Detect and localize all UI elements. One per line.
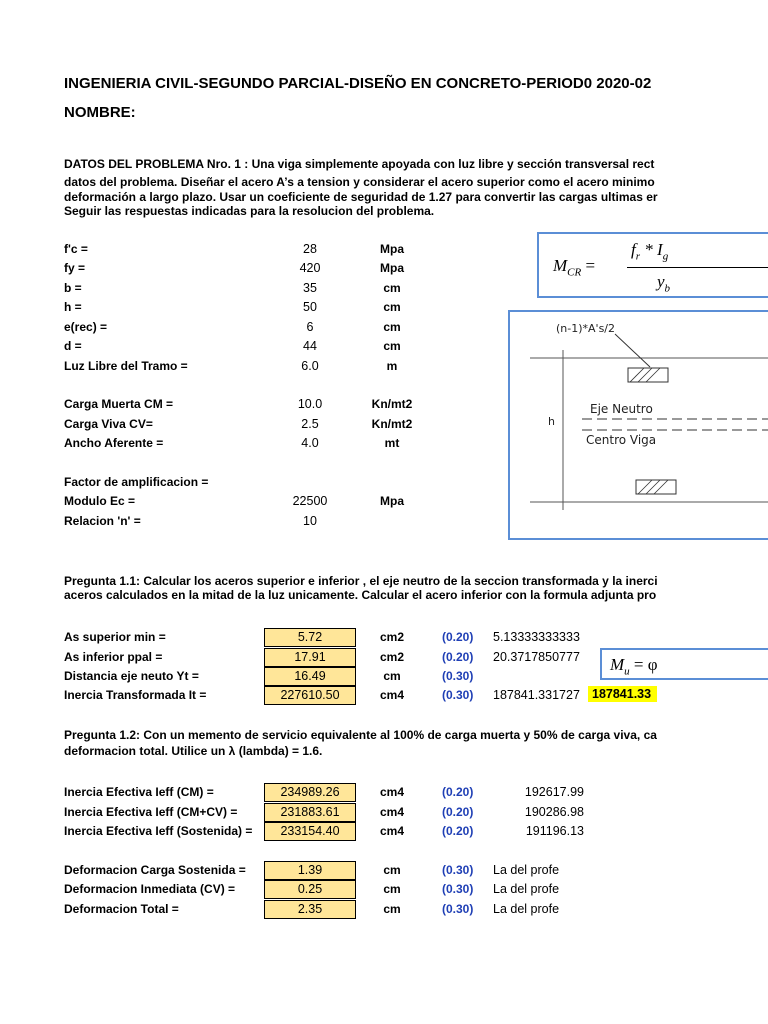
formula2-lhs-sub: u <box>624 665 630 678</box>
answer-box[interactable]: 227610.50 <box>264 686 356 705</box>
answer-unit: cm2 <box>379 630 405 644</box>
answer-unit: cm4 <box>379 824 405 838</box>
q12-line-1: Pregunta 1.2: Con un memento de servicio equivalente al 100% de carga muerta y 50% de carga viva, ca <box>64 728 657 742</box>
formula-lhs-sub: CR <box>567 266 582 279</box>
formula2-lhs: M <box>610 655 625 674</box>
question-label: Inercia Efectiva Ieff (Sostenida) = <box>64 824 253 838</box>
reference-value: 192617.99 <box>524 785 584 799</box>
q12-line-2: deformacion total. Utilice un λ (lambda) = 1.6. <box>64 744 323 758</box>
answer-unit: cm4 <box>379 785 405 799</box>
input-value: 4.0 <box>301 436 319 450</box>
input-value: 10.0 <box>297 397 323 411</box>
answer-box[interactable]: 2.35 <box>264 900 356 919</box>
reference-value: 5.13333333333 <box>493 630 580 644</box>
reference-value: 190286.98 <box>524 805 584 819</box>
input-unit: m <box>386 359 398 373</box>
formula-num-sub: r <box>635 250 641 263</box>
formula-num-rest: * I <box>640 240 663 259</box>
input-value: 28 <box>303 242 317 256</box>
q11-line-1: Pregunta 1.1: Calcular los aceros superior e inferior , el eje neutro de la seccion transformada y la inerci <box>64 574 658 588</box>
input-value: 6 <box>306 320 314 334</box>
input-value: 22500 <box>292 494 328 508</box>
reference-value: La del profe <box>493 882 560 896</box>
question-label: Deformacion Total = <box>64 902 179 916</box>
question-label: Inercia Efectiva Ieff (CM+CV) = <box>64 805 238 819</box>
input-value: 10 <box>303 514 317 528</box>
formula-lhs: M <box>553 256 568 275</box>
points-badge: (0.30) <box>442 669 474 683</box>
formula-den-sub: b <box>664 282 671 295</box>
input-value: 2.5 <box>301 417 319 431</box>
input-value: 35 <box>303 281 317 295</box>
input-value: 50 <box>303 300 317 314</box>
input-label: h = <box>64 300 82 314</box>
answer-box[interactable]: 16.49 <box>264 667 356 686</box>
points-badge: (0.30) <box>442 902 474 916</box>
answer-unit: cm4 <box>379 688 405 702</box>
formula2-rest: = φ <box>633 655 658 674</box>
answer-box[interactable]: 0.25 <box>264 880 356 899</box>
formula-den: y <box>657 272 665 291</box>
q11-line-2: aceros calculados en la mitad de la luz unicamente. Calcular el acero inferior con la formula adjunta pro <box>64 588 657 602</box>
formula-num-sub2: g <box>662 250 669 263</box>
ultimate-moment-formula <box>600 648 768 680</box>
input-unit: Mpa <box>380 242 404 256</box>
points-badge: (0.20) <box>442 805 474 819</box>
section-diagram <box>508 310 768 540</box>
input-label: Luz Libre del Tramo = <box>64 359 188 373</box>
answer-unit: cm4 <box>379 805 405 819</box>
points-badge: (0.20) <box>442 650 474 664</box>
input-label: Carga Muerta CM = <box>64 397 174 411</box>
leader-line <box>615 334 650 367</box>
input-label: b = <box>64 281 82 295</box>
reference-value: 191196.13 <box>525 824 584 838</box>
input-unit: Kn/mt2 <box>371 417 413 431</box>
input-unit: Mpa <box>380 261 404 275</box>
answer-box[interactable]: 231883.61 <box>264 803 356 822</box>
reference-value: 20.3717850777 <box>493 650 580 664</box>
question-label: Inercia Efectiva Ieff (CM) = <box>64 785 214 799</box>
input-label: Carga Viva CV= <box>64 417 153 431</box>
input-unit: cm <box>383 339 401 353</box>
answer-unit: cm <box>383 902 401 916</box>
diagram-centro-label: Centro Viga <box>586 433 657 447</box>
input-label: d = <box>64 339 82 353</box>
answer-box[interactable]: 233154.40 <box>264 822 356 841</box>
input-label: Ancho Aferente = <box>64 436 164 450</box>
answer-box[interactable]: 1.39 <box>264 861 356 880</box>
input-unit: cm <box>383 281 401 295</box>
diagram-eje-label: Eje Neutro <box>590 402 653 416</box>
question-label: Deformacion Inmediata (CV) = <box>64 882 236 896</box>
input-value: 44 <box>303 339 317 353</box>
answer-unit: cm <box>383 669 401 683</box>
reference-value: 187841.331727 <box>493 688 580 702</box>
diagram-h-label: h <box>548 415 555 428</box>
answer-box[interactable]: 17.91 <box>264 648 356 667</box>
bottom-steel-hatch <box>638 480 668 494</box>
input-label: f'c = <box>64 242 88 256</box>
problem-line-1: DATOS DEL PROBLEMA Nro. 1 : Una viga simplemente apoyada con luz libre y sección transversal rect <box>64 157 655 171</box>
question-label: As superior min = <box>64 630 166 644</box>
input-unit: Kn/mt2 <box>371 397 413 411</box>
points-badge: (0.20) <box>442 785 474 799</box>
reference-value: La del profe <box>493 902 560 916</box>
points-badge: (0.20) <box>442 630 474 644</box>
reference-value: La del profe <box>493 863 560 877</box>
problem-line-3: deformación a largo plazo. Usar un coeficiente de seguridad de 1.27 para convertir las cargas ultimas er <box>64 190 658 204</box>
answer-unit: cm <box>383 882 401 896</box>
input-label: e(rec) = <box>64 320 108 334</box>
input-unit: Mpa <box>380 494 404 508</box>
question-label: Distancia eje neuto Yt = <box>64 669 199 683</box>
answer-box[interactable]: 5.72 <box>264 628 356 647</box>
input-unit: cm <box>383 300 401 314</box>
question-label: Inercia Transformada It = <box>64 688 207 702</box>
formula-num: f <box>631 240 636 259</box>
cracking-moment-formula: $M_{CR}$ = $f_r * I_g$ $y_b$ <box>537 232 768 298</box>
points-badge: (0.30) <box>442 688 474 702</box>
points-badge: (0.30) <box>442 882 474 896</box>
input-label: Modulo Ec = <box>64 494 136 508</box>
nombre-label: NOMBRE: <box>64 104 136 121</box>
problem-line-4: Seguir las respuestas indicadas para la resolucion del problema. <box>64 204 435 218</box>
fraction-bar <box>627 267 768 268</box>
diagram-top-label: (n-1)*A's/2 <box>556 322 616 335</box>
question-label: As inferior ppal = <box>64 650 163 664</box>
problem-line-2: datos del problema. Diseñar el acero A’s a tension y considerar el acero superior como el acero minimo <box>64 175 655 189</box>
input-label: Relacion 'n' = <box>64 514 141 528</box>
input-label: fy = <box>64 261 86 275</box>
answer-unit: cm <box>383 863 401 877</box>
points-badge: (0.30) <box>442 863 474 877</box>
answer-box[interactable]: 234989.26 <box>264 783 356 802</box>
input-unit: mt <box>384 436 400 450</box>
input-value: 6.0 <box>301 359 319 373</box>
points-badge: (0.20) <box>442 824 474 838</box>
top-steel-hatch <box>630 368 660 382</box>
input-unit: cm <box>383 320 401 334</box>
page-title: INGENIERIA CIVIL-SEGUNDO PARCIAL-DISEÑO EN CONCRETO-PERIOD0 2020-02 <box>64 75 652 92</box>
question-label: Deformacion Carga Sostenida = <box>64 863 246 877</box>
answer-unit: cm2 <box>379 650 405 664</box>
input-label: Factor de amplificacion = <box>64 475 209 489</box>
highlighted-reference: 187841.33 <box>588 686 657 702</box>
input-value: 420 <box>299 261 321 275</box>
